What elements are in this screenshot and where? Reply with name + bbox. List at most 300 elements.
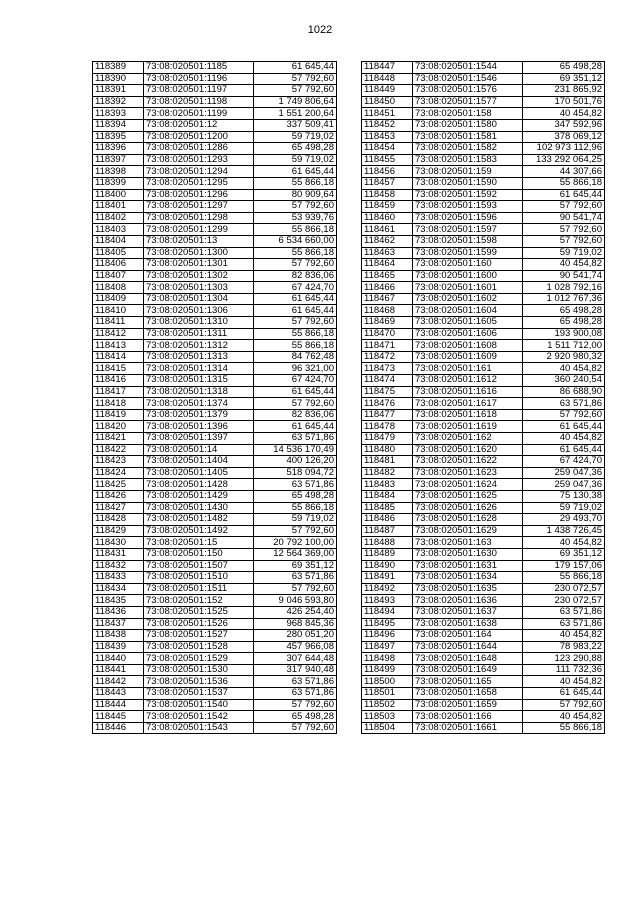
table-row	[362, 664, 605, 676]
row-number-cell: 118414	[93, 351, 144, 363]
cadastral-value-cell: 82 836,06	[254, 409, 337, 421]
cadastral-value-cell: 86 688,90	[523, 386, 605, 398]
row-number-cell: 118454	[362, 143, 413, 155]
cadastral-value-cell: 9 046 593,80	[254, 595, 337, 607]
cadastral-number-cell: 73:08:020501:1582	[413, 143, 523, 155]
cadastral-number-cell: 73:08:020501:164	[413, 630, 523, 642]
row-number-cell: 118485	[362, 502, 413, 514]
cadastral-value-cell: 337 509,41	[254, 119, 337, 131]
row-number-cell: 118439	[93, 641, 144, 653]
table-row	[362, 85, 605, 97]
cadastral-value-cell: 57 792,60	[254, 583, 337, 595]
table-row	[362, 699, 605, 711]
cadastral-value-cell: 59 719,02	[254, 131, 337, 143]
row-number-cell: 118463	[362, 247, 413, 259]
cadastral-value-cell: 63 571,86	[254, 572, 337, 584]
cadastral-value-cell: 90 541,74	[523, 212, 605, 224]
row-number-cell: 118437	[93, 618, 144, 630]
table-row	[362, 351, 605, 363]
row-number-cell: 118481	[362, 456, 413, 468]
row-number-cell: 118398	[93, 166, 144, 178]
cadastral-number-cell: 73:08:020501:1295	[144, 177, 254, 189]
cadastral-number-cell: 73:08:020501:1303	[144, 282, 254, 294]
cadastral-number-cell: 73:08:020501:1624	[413, 479, 523, 491]
table-row	[362, 653, 605, 665]
cadastral-value-cell: 61 645,44	[254, 421, 337, 433]
cadastral-value-cell: 55 866,18	[523, 177, 605, 189]
cadastral-value-cell: 61 645,44	[523, 189, 605, 201]
table-row	[362, 479, 605, 491]
row-number-cell: 118448	[362, 73, 413, 85]
table-row	[93, 363, 337, 375]
cadastral-number-cell: 73:08:020501:1659	[413, 699, 523, 711]
table-row	[362, 386, 605, 398]
cadastral-value-cell: 2 920 980,32	[523, 351, 605, 363]
table-row	[93, 502, 337, 514]
row-number-cell: 118391	[93, 85, 144, 97]
table-row	[93, 664, 337, 676]
table-row	[362, 467, 605, 479]
row-number-cell: 118402	[93, 212, 144, 224]
row-number-cell: 118399	[93, 177, 144, 189]
cadastral-value-cell: 40 454,82	[523, 630, 605, 642]
row-number-cell: 118409	[93, 293, 144, 305]
cadastral-number-cell: 73:08:020501:1198	[144, 96, 254, 108]
table-row	[362, 317, 605, 329]
row-number-cell: 118474	[362, 375, 413, 387]
table-row	[362, 525, 605, 537]
row-number-cell: 118432	[93, 560, 144, 572]
table-row	[93, 154, 337, 166]
cadastral-number-cell: 73:08:020501:1492	[144, 525, 254, 537]
row-number-cell: 118458	[362, 189, 413, 201]
row-number-cell: 118486	[362, 514, 413, 526]
row-number-cell: 118475	[362, 386, 413, 398]
row-number-cell: 118436	[93, 606, 144, 618]
cadastral-number-cell: 73:08:020501:159	[413, 166, 523, 178]
row-number-cell: 118495	[362, 618, 413, 630]
cadastral-value-cell: 90 541,74	[523, 270, 605, 282]
table-row	[93, 618, 337, 630]
cadastral-number-cell: 73:08:020501:1636	[413, 595, 523, 607]
cadastral-number-cell: 73:08:020501:1644	[413, 641, 523, 653]
table-row	[362, 247, 605, 259]
cadastral-value-cell: 102 973 112,96	[523, 143, 605, 155]
cadastral-value-cell: 61 645,44	[254, 62, 337, 74]
cadastral-value-cell: 59 719,02	[254, 514, 337, 526]
row-number-cell: 118435	[93, 595, 144, 607]
cadastral-value-cell: 65 498,28	[254, 143, 337, 155]
table-row	[93, 119, 337, 131]
cadastral-number-cell: 73:08:020501:158	[413, 108, 523, 120]
table-row	[93, 73, 337, 85]
table-row	[93, 340, 337, 352]
cadastral-number-cell: 73:08:020501:1299	[144, 224, 254, 236]
cadastral-number-cell: 73:08:020501:150	[144, 548, 254, 560]
row-number-cell: 118445	[93, 711, 144, 723]
cadastral-number-cell: 73:08:020501:1620	[413, 444, 523, 456]
cadastral-value-cell: 63 571,86	[523, 398, 605, 410]
cadastral-value-cell: 179 157,06	[523, 560, 605, 572]
row-number-cell: 118394	[93, 119, 144, 131]
table-row	[362, 212, 605, 224]
table-row	[362, 96, 605, 108]
table-row	[93, 653, 337, 665]
row-number-cell: 118389	[93, 62, 144, 74]
cadastral-number-cell: 73:08:020501:12	[144, 119, 254, 131]
row-number-cell: 118396	[93, 143, 144, 155]
cadastral-number-cell: 73:08:020501:1200	[144, 131, 254, 143]
row-number-cell: 118416	[93, 375, 144, 387]
cadastral-number-cell: 73:08:020501:1544	[413, 62, 523, 74]
table-row	[93, 444, 337, 456]
table-row	[93, 386, 337, 398]
cadastral-value-cell: 63 571,86	[254, 479, 337, 491]
table-row	[362, 537, 605, 549]
table-row	[362, 73, 605, 85]
row-number-cell: 118406	[93, 259, 144, 271]
right-register-table	[361, 61, 605, 734]
cadastral-value-cell: 57 792,60	[523, 235, 605, 247]
cadastral-number-cell: 73:08:020501:1605	[413, 317, 523, 329]
row-number-cell: 118451	[362, 108, 413, 120]
cadastral-value-cell: 61 645,44	[254, 166, 337, 178]
row-number-cell: 118456	[362, 166, 413, 178]
cadastral-number-cell: 73:08:020501:1581	[413, 131, 523, 143]
cadastral-number-cell: 73:08:020501:1298	[144, 212, 254, 224]
row-number-cell: 118428	[93, 514, 144, 526]
cadastral-number-cell: 73:08:020501:1482	[144, 514, 254, 526]
table-row	[93, 583, 337, 595]
row-number-cell: 118457	[362, 177, 413, 189]
row-number-cell: 118395	[93, 131, 144, 143]
row-number-cell: 118430	[93, 537, 144, 549]
cadastral-number-cell: 73:08:020501:1590	[413, 177, 523, 189]
table-row	[93, 630, 337, 642]
row-number-cell: 118413	[93, 340, 144, 352]
row-number-cell: 118492	[362, 583, 413, 595]
table-row	[362, 514, 605, 526]
cadastral-number-cell: 73:08:020501:1306	[144, 305, 254, 317]
cadastral-number-cell: 73:08:020501:1301	[144, 259, 254, 271]
table-row	[93, 293, 337, 305]
cadastral-value-cell: 1 511 712,00	[523, 340, 605, 352]
cadastral-value-cell: 61 645,44	[254, 386, 337, 398]
row-number-cell: 118501	[362, 688, 413, 700]
row-number-cell: 118444	[93, 699, 144, 711]
cadastral-number-cell: 73:08:020501:1537	[144, 688, 254, 700]
cadastral-value-cell: 111 732,36	[523, 664, 605, 676]
cadastral-number-cell: 73:08:020501:1609	[413, 351, 523, 363]
table-row	[93, 699, 337, 711]
cadastral-number-cell: 73:08:020501:1606	[413, 328, 523, 340]
row-number-cell: 118484	[362, 490, 413, 502]
cadastral-number-cell: 73:08:020501:1608	[413, 340, 523, 352]
cadastral-value-cell: 63 571,86	[254, 676, 337, 688]
table-row	[362, 154, 605, 166]
cadastral-number-cell: 73:08:020501:163	[413, 537, 523, 549]
row-number-cell: 118411	[93, 317, 144, 329]
table-row	[93, 143, 337, 155]
cadastral-number-cell: 73:08:020501:1634	[413, 572, 523, 584]
table-row	[93, 166, 337, 178]
cadastral-value-cell: 12 564 369,00	[254, 548, 337, 560]
cadastral-value-cell: 1 749 806,64	[254, 96, 337, 108]
row-number-cell: 118400	[93, 189, 144, 201]
cadastral-number-cell: 73:08:020501:1286	[144, 143, 254, 155]
row-number-cell: 118403	[93, 224, 144, 236]
row-number-cell: 118477	[362, 409, 413, 421]
cadastral-value-cell: 170 501,76	[523, 96, 605, 108]
table-row	[362, 119, 605, 131]
row-number-cell: 118472	[362, 351, 413, 363]
cadastral-value-cell: 67 424,70	[254, 282, 337, 294]
cadastral-value-cell: 69 351,12	[523, 73, 605, 85]
cadastral-value-cell: 61 645,44	[523, 444, 605, 456]
table-row	[93, 131, 337, 143]
row-number-cell: 118434	[93, 583, 144, 595]
cadastral-number-cell: 73:08:020501:1601	[413, 282, 523, 294]
cadastral-value-cell: 53 939,76	[254, 212, 337, 224]
row-number-cell: 118421	[93, 433, 144, 445]
cadastral-number-cell: 73:08:020501:1577	[413, 96, 523, 108]
table-row	[362, 444, 605, 456]
cadastral-number-cell: 73:08:020501:1543	[144, 722, 254, 734]
cadastral-number-cell: 73:08:020501:1637	[413, 606, 523, 618]
cadastral-number-cell: 73:08:020501:1374	[144, 398, 254, 410]
cadastral-number-cell: 73:08:020501:1625	[413, 490, 523, 502]
table-row	[362, 676, 605, 688]
cadastral-value-cell: 57 792,60	[523, 201, 605, 213]
cadastral-value-cell: 6 534 660,00	[254, 235, 337, 247]
row-number-cell: 118431	[93, 548, 144, 560]
cadastral-value-cell: 65 498,28	[523, 317, 605, 329]
row-number-cell: 118412	[93, 328, 144, 340]
table-row	[93, 456, 337, 468]
table-row	[93, 351, 337, 363]
cadastral-number-cell: 73:08:020501:1626	[413, 502, 523, 514]
row-number-cell: 118487	[362, 525, 413, 537]
row-number-cell: 118449	[362, 85, 413, 97]
table-row	[93, 108, 337, 120]
cadastral-number-cell: 73:08:020501:165	[413, 676, 523, 688]
cadastral-number-cell: 73:08:020501:1649	[413, 664, 523, 676]
row-number-cell: 118405	[93, 247, 144, 259]
cadastral-number-cell: 73:08:020501:14	[144, 444, 254, 456]
table-row	[93, 525, 337, 537]
row-number-cell: 118460	[362, 212, 413, 224]
row-number-cell: 118404	[93, 235, 144, 247]
row-number-cell: 118482	[362, 467, 413, 479]
cadastral-value-cell: 57 792,60	[254, 259, 337, 271]
table-row	[362, 363, 605, 375]
cadastral-value-cell: 57 792,60	[254, 699, 337, 711]
row-number-cell: 118464	[362, 259, 413, 271]
row-number-cell: 118498	[362, 653, 413, 665]
table-row	[362, 224, 605, 236]
cadastral-value-cell: 230 072,57	[523, 595, 605, 607]
cadastral-number-cell: 73:08:020501:1631	[413, 560, 523, 572]
table-row	[362, 641, 605, 653]
table-row	[93, 560, 337, 572]
cadastral-number-cell: 73:08:020501:1396	[144, 421, 254, 433]
cadastral-value-cell: 82 836,06	[254, 270, 337, 282]
row-number-cell: 118473	[362, 363, 413, 375]
cadastral-number-cell: 73:08:020501:1430	[144, 502, 254, 514]
cadastral-value-cell: 55 866,18	[254, 247, 337, 259]
table-row	[362, 131, 605, 143]
cadastral-number-cell: 73:08:020501:1196	[144, 73, 254, 85]
table-row	[362, 166, 605, 178]
table-row	[362, 375, 605, 387]
cadastral-number-cell: 73:08:020501:160	[413, 259, 523, 271]
row-number-cell: 118446	[93, 722, 144, 734]
cadastral-number-cell: 73:08:020501:1302	[144, 270, 254, 282]
table-row	[93, 224, 337, 236]
cadastral-value-cell: 55 866,18	[254, 502, 337, 514]
cadastral-number-cell: 73:08:020501:166	[413, 711, 523, 723]
cadastral-value-cell: 1 551 200,64	[254, 108, 337, 120]
cadastral-value-cell: 55 866,18	[254, 177, 337, 189]
cadastral-value-cell: 61 645,44	[254, 293, 337, 305]
row-number-cell: 118443	[93, 688, 144, 700]
table-row	[362, 595, 605, 607]
table-row	[362, 270, 605, 282]
row-number-cell: 118476	[362, 398, 413, 410]
row-number-cell: 118499	[362, 664, 413, 676]
row-number-cell: 118461	[362, 224, 413, 236]
cadastral-value-cell: 378 069,12	[523, 131, 605, 143]
table-row	[93, 572, 337, 584]
row-number-cell: 118483	[362, 479, 413, 491]
cadastral-value-cell: 59 719,02	[523, 502, 605, 514]
cadastral-number-cell: 73:08:020501:1623	[413, 467, 523, 479]
table-row	[93, 305, 337, 317]
cadastral-number-cell: 73:08:020501:1618	[413, 409, 523, 421]
table-row	[362, 398, 605, 410]
cadastral-number-cell: 73:08:020501:1546	[413, 73, 523, 85]
cadastral-number-cell: 73:08:020501:1318	[144, 386, 254, 398]
table-row	[362, 711, 605, 723]
cadastral-value-cell: 14 536 170,49	[254, 444, 337, 456]
table-row	[93, 537, 337, 549]
cadastral-number-cell: 73:08:020501:1635	[413, 583, 523, 595]
cadastral-value-cell: 40 454,82	[523, 676, 605, 688]
cadastral-value-cell: 57 792,60	[254, 201, 337, 213]
cadastral-value-cell: 57 792,60	[254, 73, 337, 85]
cadastral-number-cell: 73:08:020501:1648	[413, 653, 523, 665]
row-number-cell: 118390	[93, 73, 144, 85]
cadastral-number-cell: 73:08:020501:1397	[144, 433, 254, 445]
cadastral-value-cell: 55 866,18	[523, 572, 605, 584]
table-row	[362, 235, 605, 247]
cadastral-number-cell: 73:08:020501:1310	[144, 317, 254, 329]
cadastral-number-cell: 73:08:020501:1612	[413, 375, 523, 387]
cadastral-number-cell: 73:08:020501:1576	[413, 85, 523, 97]
row-number-cell: 118488	[362, 537, 413, 549]
table-row	[362, 502, 605, 514]
row-number-cell: 118408	[93, 282, 144, 294]
row-number-cell: 118441	[93, 664, 144, 676]
row-number-cell: 118504	[362, 722, 413, 734]
table-row	[93, 247, 337, 259]
table-row	[93, 85, 337, 97]
table-row	[362, 456, 605, 468]
cadastral-number-cell: 73:08:020501:1185	[144, 62, 254, 74]
cadastral-value-cell: 1 438 726,45	[523, 525, 605, 537]
table-row	[93, 641, 337, 653]
cadastral-value-cell: 20 792 100,00	[254, 537, 337, 549]
cadastral-value-cell: 40 454,82	[523, 259, 605, 271]
cadastral-number-cell: 73:08:020501:1405	[144, 467, 254, 479]
row-number-cell: 118462	[362, 235, 413, 247]
cadastral-number-cell: 73:08:020501:1630	[413, 548, 523, 560]
cadastral-value-cell: 59 719,02	[254, 154, 337, 166]
cadastral-value-cell: 61 645,44	[523, 421, 605, 433]
table-row	[93, 606, 337, 618]
table-row	[362, 421, 605, 433]
cadastral-number-cell: 73:08:020501:1429	[144, 490, 254, 502]
row-number-cell: 118429	[93, 525, 144, 537]
cadastral-number-cell: 73:08:020501:1583	[413, 154, 523, 166]
cadastral-value-cell: 280 051,20	[254, 630, 337, 642]
table-row	[362, 548, 605, 560]
table-row	[93, 270, 337, 282]
table-row	[93, 490, 337, 502]
table-row	[93, 514, 337, 526]
cadastral-number-cell: 73:08:020501:1597	[413, 224, 523, 236]
cadastral-number-cell: 73:08:020501:1599	[413, 247, 523, 259]
cadastral-value-cell: 133 292 064,25	[523, 154, 605, 166]
cadastral-number-cell: 73:08:020501:1661	[413, 722, 523, 734]
row-number-cell: 118480	[362, 444, 413, 456]
cadastral-number-cell: 73:08:020501:1300	[144, 247, 254, 259]
row-number-cell: 118452	[362, 119, 413, 131]
cadastral-value-cell: 63 571,86	[254, 433, 337, 445]
table-row	[93, 201, 337, 213]
row-number-cell: 118470	[362, 328, 413, 340]
cadastral-number-cell: 73:08:020501:1527	[144, 630, 254, 642]
cadastral-value-cell: 1 028 792,16	[523, 282, 605, 294]
row-number-cell: 118497	[362, 641, 413, 653]
table-row	[93, 96, 337, 108]
cadastral-value-cell: 63 571,86	[523, 618, 605, 630]
row-number-cell: 118425	[93, 479, 144, 491]
cadastral-value-cell: 40 454,82	[523, 363, 605, 375]
table-row	[93, 62, 337, 74]
cadastral-value-cell: 307 644,48	[254, 653, 337, 665]
row-number-cell: 118453	[362, 131, 413, 143]
page-number: 1022	[307, 24, 333, 36]
cadastral-value-cell: 63 571,86	[254, 688, 337, 700]
cadastral-value-cell: 69 351,12	[523, 548, 605, 560]
cadastral-number-cell: 73:08:020501:1510	[144, 572, 254, 584]
cadastral-number-cell: 73:08:020501:15	[144, 537, 254, 549]
table-row	[362, 62, 605, 74]
cadastral-value-cell: 57 792,60	[254, 722, 337, 734]
row-number-cell: 118415	[93, 363, 144, 375]
row-number-cell: 118447	[362, 62, 413, 74]
row-number-cell: 118397	[93, 154, 144, 166]
table-row	[93, 479, 337, 491]
row-number-cell: 118494	[362, 606, 413, 618]
cadastral-number-cell: 73:08:020501:1404	[144, 456, 254, 468]
cadastral-value-cell: 347 592,96	[523, 119, 605, 131]
cadastral-number-cell: 73:08:020501:1197	[144, 85, 254, 97]
cadastral-number-cell: 73:08:020501:1529	[144, 653, 254, 665]
cadastral-number-cell: 73:08:020501:1604	[413, 305, 523, 317]
row-number-cell: 118392	[93, 96, 144, 108]
